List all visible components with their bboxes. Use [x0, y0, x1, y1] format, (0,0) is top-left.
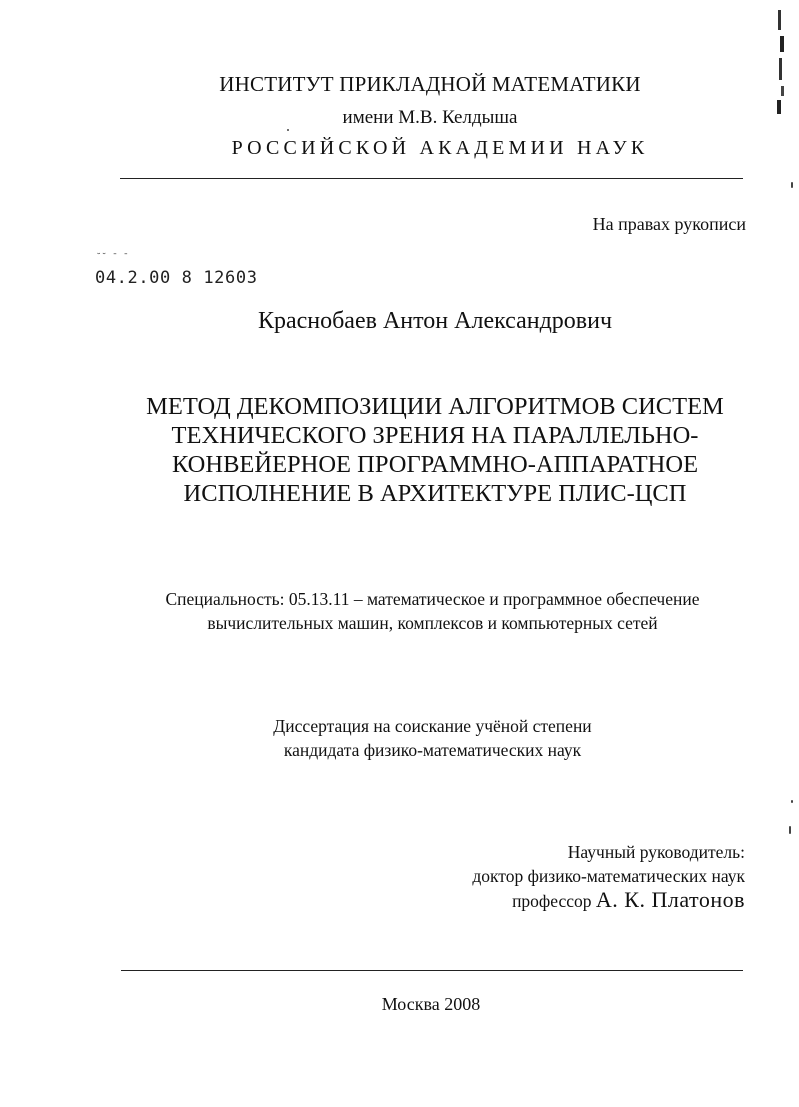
supervisor-name-line	[472, 888, 745, 913]
title-line: КОНВЕЙЕРНОЕ ПРОГРАММНО-АППАРАТНОЕ	[171, 451, 699, 478]
scan-speck	[789, 826, 791, 834]
scan-speck	[791, 800, 793, 803]
specialty-line: Специальность: 05.13.11 – математическое и программное обеспечение	[165, 589, 700, 609]
supervisor-block	[472, 840, 745, 913]
institute-named-after: имени М.В. Келдыша	[342, 107, 518, 128]
supervisor-degree: доктор физико-математических наук	[472, 866, 745, 886]
title-line: ТЕХНИЧЕСКОГО ЗРЕНИЯ НА ПАРАЛЛЕЛЬНО-	[171, 422, 699, 449]
city-year: Москва 2008	[381, 994, 481, 1014]
academy-name: РОССИЙСКОЙ АКАДЕМИИ НАУК	[231, 137, 649, 159]
supervisor-title: профессор	[512, 891, 592, 911]
specialty	[0, 587, 799, 635]
supervisor-role: Научный руководитель:	[567, 842, 745, 862]
rights-note: На правах рукописи	[592, 214, 746, 234]
institute-name: ИНСТИТУТ ПРИКЛАДНОЙ МАТЕМАТИКИ	[219, 72, 641, 96]
catalog-number: 04.2.00 8 12603	[95, 268, 258, 288]
header-divider	[120, 178, 743, 179]
degree-line: Диссертация на соискание учёной степени	[273, 716, 592, 736]
scan-speck	[287, 129, 289, 131]
supervisor-name: А. К. Платонов	[595, 887, 745, 912]
scan-speck	[791, 182, 793, 188]
scan-edge-artifact	[775, 8, 787, 118]
degree-line: кандидата физико-математических наук	[283, 740, 582, 760]
title-line: МЕТОД ДЕКОМПОЗИЦИИ АЛГОРИТМОВ СИСТЕМ	[146, 393, 724, 420]
catalog-marks: ˘˘ ˉ ˉ	[96, 253, 129, 263]
dissertation-title	[0, 392, 799, 508]
footer-divider	[121, 970, 743, 971]
title-line: ИСПОЛНЕНИЕ В АРХИТЕКТУРЕ ПЛИС-ЦСП	[183, 480, 687, 507]
author-name: Краснобаев Антон Александрович	[257, 308, 613, 334]
specialty-line: вычислительных машин, комплексов и компьютерных сетей	[207, 613, 658, 633]
degree-statement	[0, 714, 799, 762]
